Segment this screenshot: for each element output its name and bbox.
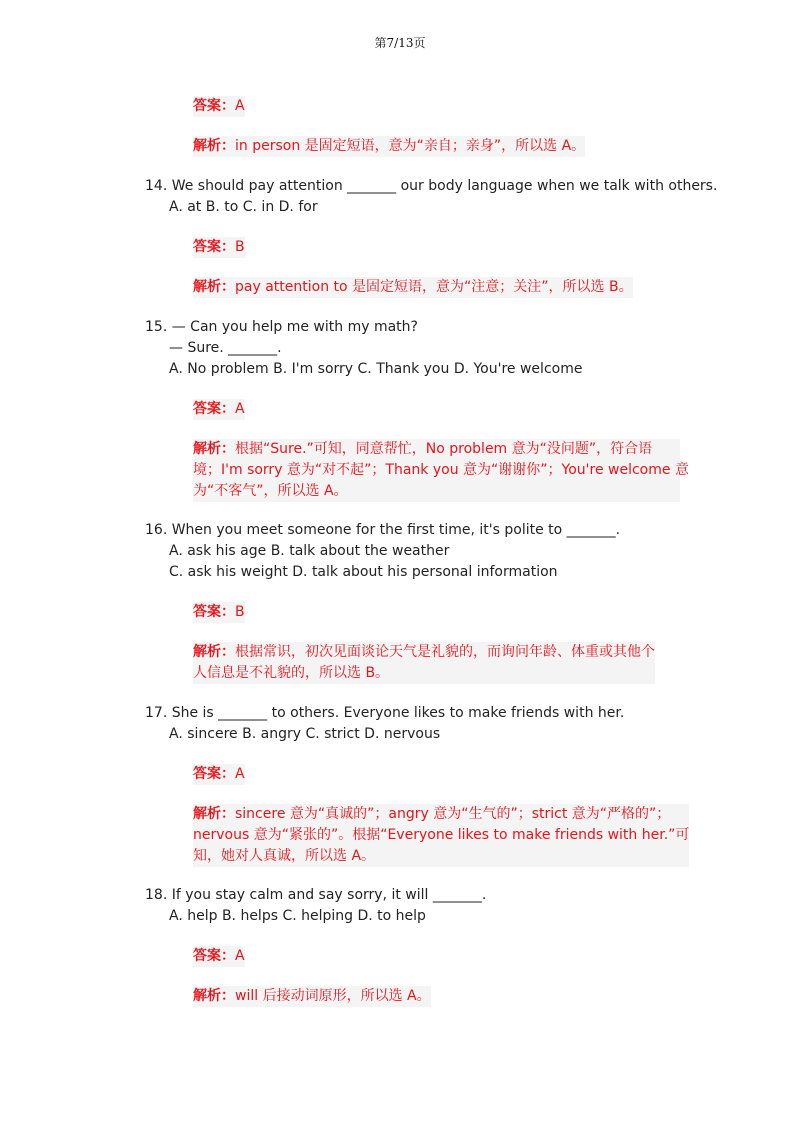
- explanation-label: 解析：: [193, 644, 235, 660]
- explanation-text: 人信息是不礼貌的，所以选 B。: [193, 665, 390, 681]
- answer-value: B: [235, 239, 245, 255]
- explanation-label: 解析：: [193, 279, 235, 295]
- explanation-label: 解析：: [193, 138, 235, 154]
- explanation: [193, 804, 689, 867]
- explanation: [193, 986, 431, 1007]
- explanation: [193, 277, 633, 298]
- answer-line: [193, 399, 245, 420]
- answer-line: [193, 946, 245, 967]
- question-dialogue: — Sure. _______.: [169, 340, 282, 356]
- question-options: C. ask his weight D. talk about his personal information: [169, 564, 558, 580]
- answer-label: 答案：: [193, 766, 235, 782]
- question-stem: 18. If you stay calm and say sorry, it will _______.: [145, 887, 487, 903]
- answer-label: 答案：: [193, 239, 235, 255]
- explanation-text: 为“不客气”，所以选 A。: [193, 483, 348, 499]
- explanation-label: 解析：: [193, 441, 235, 457]
- question-stem: 16. When you meet someone for the first time, it's polite to _______.: [145, 522, 621, 538]
- answer-value: A: [235, 948, 245, 964]
- explanation-label: 解析：: [193, 806, 235, 822]
- question-stem: 14. We should pay attention _______ our body language when we talk with others.: [145, 178, 718, 194]
- explanation: [193, 439, 689, 502]
- question-options: A. at B. to C. in D. for: [169, 199, 318, 215]
- explanation-text: 境；I'm sorry 意为“对不起”；Thank you 意为“谢谢你”；You're welcome 意: [193, 462, 689, 478]
- explanation-text: 知，她对人真诚，所以选 A。: [193, 848, 376, 864]
- question-stem: 17. She is _______ to others. Everyone likes to make friends with her.: [145, 705, 625, 721]
- page-number: 第7/13页: [374, 36, 426, 50]
- explanation-text: pay attention to 是固定短语，意为“注意；关注”，所以选 B。: [235, 279, 633, 295]
- explanation-text: will 后接动词原形，所以选 A。: [235, 988, 431, 1004]
- answer-value: B: [235, 604, 245, 620]
- answer-line: [193, 96, 245, 117]
- question-options: A. sincere B. angry C. strict D. nervous: [169, 726, 441, 742]
- explanation-text: nervous 意为“紧张的”。根据“Everyone likes to make friends with her.”可: [193, 827, 690, 843]
- answer-value: A: [235, 766, 245, 782]
- question-options: A. help B. helps C. helping D. to help: [169, 908, 426, 924]
- answer-label: 答案：: [193, 948, 235, 964]
- answer-value: A: [235, 401, 245, 417]
- question-options: A. ask his age B. talk about the weather: [169, 543, 450, 559]
- explanation-text: in person 是固定短语，意为“亲自；亲身”，所以选 A。: [235, 138, 586, 154]
- explanation: [193, 642, 655, 684]
- answer-label: 答案：: [193, 401, 235, 417]
- answer-line: [193, 764, 245, 785]
- question-stem: 15. — Can you help me with my math?: [145, 319, 418, 335]
- explanation-label: 解析：: [193, 988, 235, 1004]
- question-options: A. No problem B. I'm sorry C. Thank you D. You're welcome: [169, 361, 583, 377]
- explanation-text: 根据“Sure.”可知，同意帮忙，No problem 意为“没问题”，符合语: [235, 441, 653, 457]
- answer-value: A: [235, 98, 245, 114]
- explanation-text: 根据常识，初次见面谈论天气是礼貌的，而询问年龄、体重或其他个: [235, 644, 655, 660]
- answer-label: 答案：: [193, 604, 235, 620]
- explanation-text: sincere 意为“真诚的”；angry 意为“生气的”；strict 意为“严格的”；: [235, 806, 671, 822]
- answer-line: [193, 237, 245, 258]
- answer-line: [193, 602, 245, 623]
- answer-label: 答案：: [193, 98, 235, 114]
- explanation: [193, 136, 585, 157]
